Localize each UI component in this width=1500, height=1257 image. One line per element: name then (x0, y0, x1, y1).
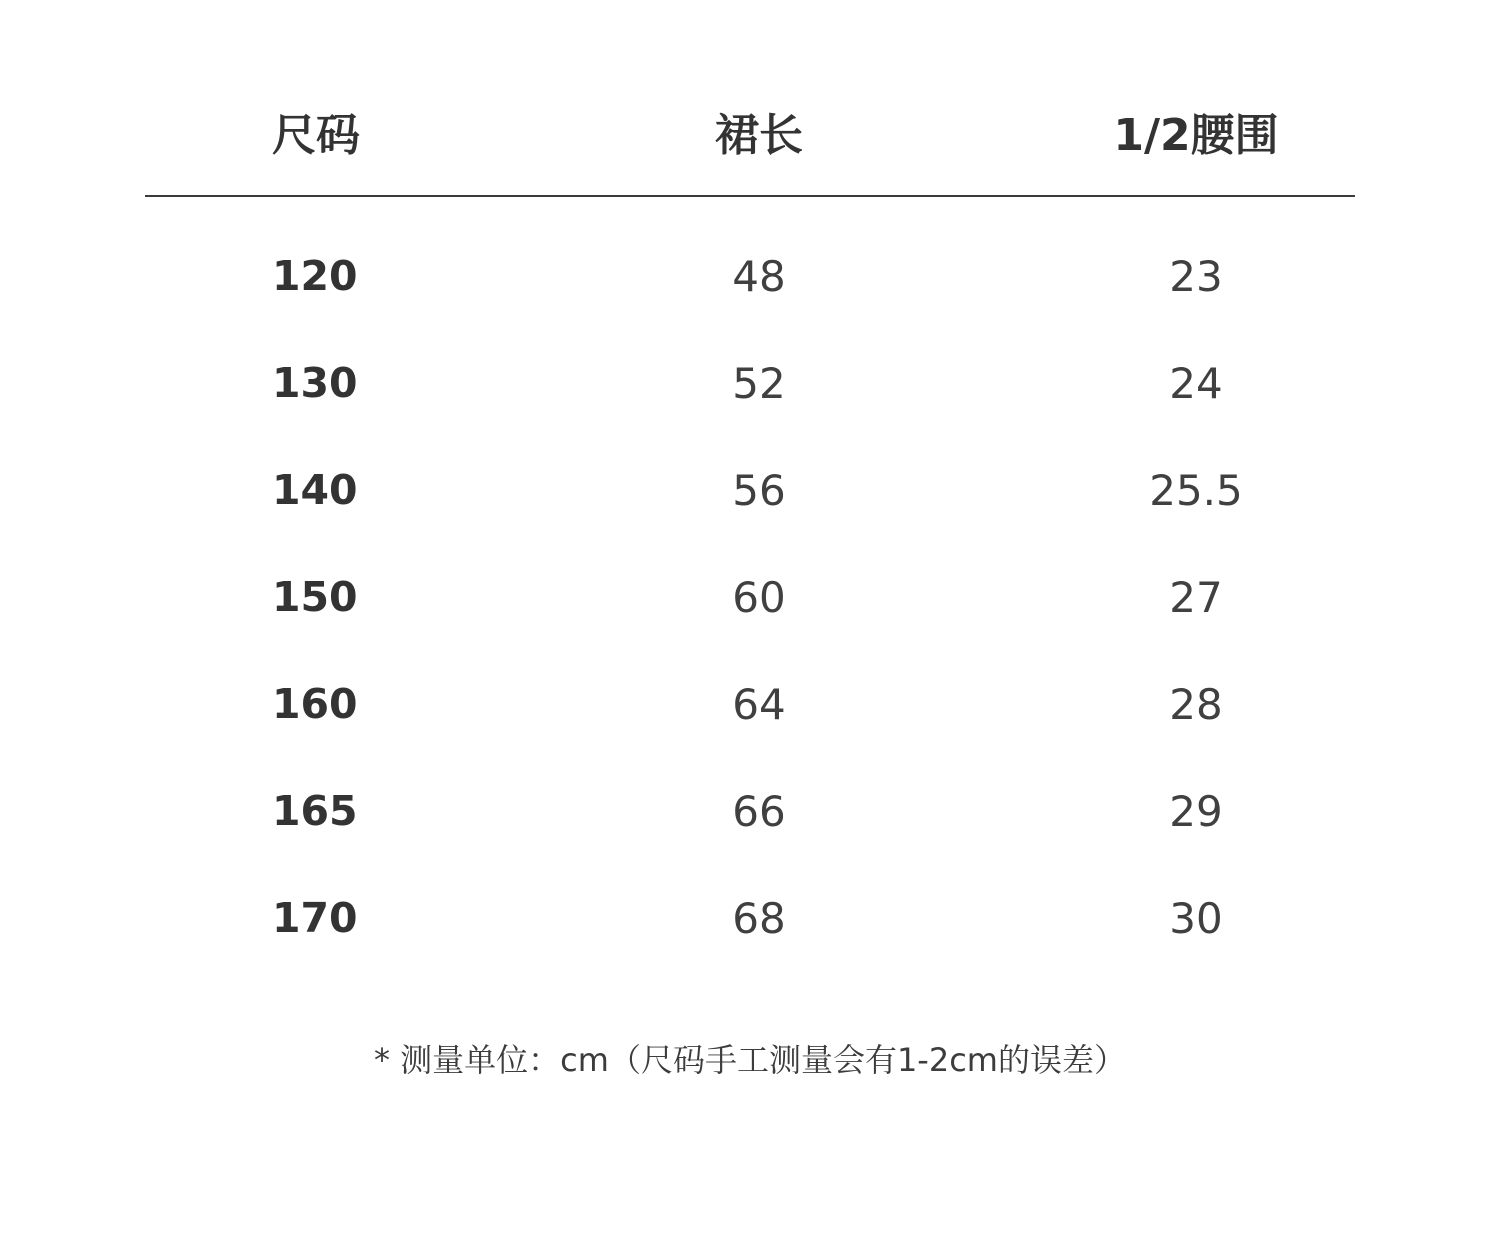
header-half-waist: 1/2腰围 (1113, 110, 1279, 161)
cell-half-waist: 28 (1169, 680, 1223, 729)
cell-size: 170 (272, 894, 358, 942)
table-row (0, 890, 1500, 950)
table-row (0, 248, 1500, 308)
cell-half-waist: 24 (1169, 359, 1223, 408)
measurement-footnote: * 测量单位：cm（尺码手工测量会有1-2cm的误差） (374, 1041, 1126, 1079)
cell-half-waist: 25.5 (1149, 466, 1243, 515)
cell-size: 140 (272, 466, 358, 514)
table-row (0, 462, 1500, 522)
cell-half-waist: 30 (1169, 894, 1223, 943)
cell-size: 130 (272, 359, 358, 407)
cell-size: 160 (272, 680, 358, 728)
table-row (0, 355, 1500, 415)
table-header-row (0, 108, 1500, 168)
cell-skirt-length: 52 (732, 359, 786, 408)
cell-skirt-length: 48 (732, 252, 786, 301)
cell-skirt-length: 56 (732, 466, 786, 515)
table-row (0, 569, 1500, 629)
cell-half-waist: 27 (1169, 573, 1223, 622)
table-row (0, 676, 1500, 736)
cell-half-waist: 23 (1169, 252, 1223, 301)
header-size: 尺码 (272, 110, 360, 161)
cell-skirt-length: 68 (732, 894, 786, 943)
cell-size: 150 (272, 573, 358, 621)
cell-half-waist: 29 (1169, 787, 1223, 836)
cell-skirt-length: 64 (732, 680, 786, 729)
table-row (0, 783, 1500, 843)
cell-size: 165 (272, 787, 358, 835)
cell-size: 120 (272, 252, 358, 300)
cell-skirt-length: 66 (732, 787, 786, 836)
header-divider (145, 195, 1355, 197)
cell-skirt-length: 60 (732, 573, 786, 622)
header-skirt-length: 裙长 (715, 110, 803, 161)
